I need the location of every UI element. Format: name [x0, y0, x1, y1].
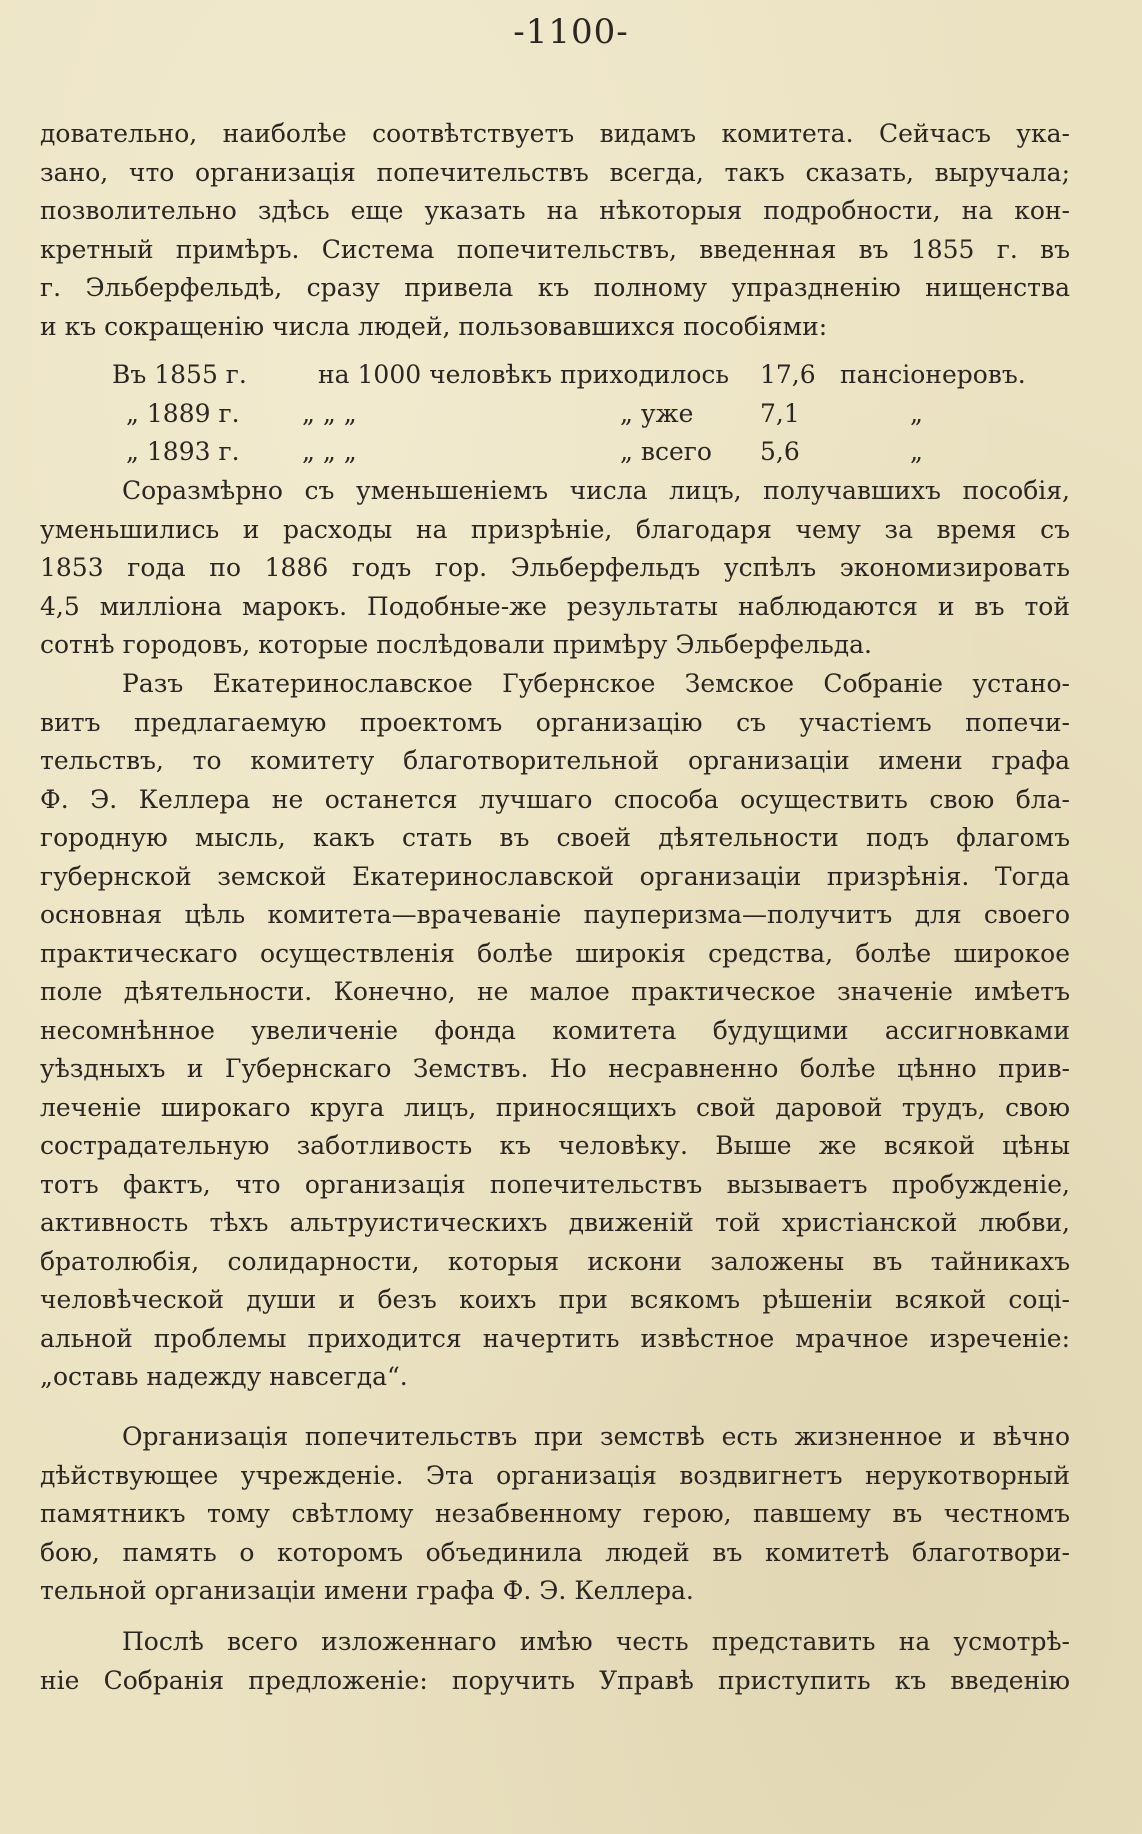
stats-qualifier: „ всего: [620, 437, 712, 466]
stats-text: „ „ „: [302, 437, 357, 466]
text-line: витъ предлагаемую проектомъ организацію съ участіемъ попечи-: [40, 707, 1070, 737]
text-line: ніе Собранія предложеніе: поручить Управѣ приступить къ введенію: [40, 1665, 1070, 1695]
stats-row: [40, 433, 1070, 472]
text-line: основная цѣль комитета—врачеваніе пауперизма—получитъ для своего: [40, 900, 1070, 929]
text-line: поле дѣятельности. Конечно, не малое практическое значеніе имѣетъ: [40, 977, 1070, 1006]
stats-text: на 1000 человѣкъ приходилось: [318, 360, 730, 389]
text-line: уменьшились и расходы на призрѣніе, благодаря чему за время съ: [40, 514, 1070, 544]
text-line: Соразмѣрно съ уменьшеніемъ числа лицъ, получавшихъ пособія,: [122, 476, 1070, 505]
stats-row: [40, 395, 1070, 434]
text-line: Разъ Екатеринославское Губернское Земское Собраніе устано-: [122, 669, 1070, 698]
text-line: сострадательную заботливость къ человѣку. Выше же всякой цѣны: [40, 1131, 1070, 1160]
text-line: тельной организаціи имени графа Ф. Э. Келлера.: [40, 1576, 694, 1605]
text-line: губернской земской Екатеринославской организаціи призрѣнія. Тогда: [40, 861, 1070, 891]
stats-unit: „: [910, 398, 923, 428]
stats-year: Въ 1855 г.: [112, 360, 247, 389]
text-line: несомнѣнное увеличеніе фонда комитета будущими ассигновками: [40, 1015, 1070, 1045]
text-line: альной проблемы приходится начертить извѣстное мрачное изреченіе:: [40, 1323, 1070, 1353]
text-line: довательно, наиболѣе соотвѣтствуетъ видамъ комитета. Сейчасъ ука-: [40, 119, 1070, 148]
paragraph-conclusion: [40, 1623, 1070, 1700]
text-line: зано, что организація попечительствъ всегда, такъ сказать, выручала;: [40, 157, 1070, 187]
stats-unit: „: [910, 437, 923, 466]
paragraph-results: [40, 472, 1070, 665]
page-number: -1100-: [513, 12, 629, 52]
text-line: и къ сокращенію числа людей, пользовавшихся пособіями:: [40, 311, 828, 341]
stats-value: 5,6: [760, 437, 800, 466]
text-line: г. Эльберфельдѣ, сразу привела къ полному упраздненію нищенства: [40, 273, 1070, 302]
stats-table: [40, 356, 1070, 472]
text-line: городную мысль, какъ стать въ своей дѣятельности подъ флагомъ: [40, 823, 1070, 852]
stats-unit: пансіонеровъ.: [840, 360, 1026, 389]
text-line: Послѣ всего изложеннаго имѣю честь представить на усмотрѣ-: [122, 1627, 1070, 1656]
stats-year: „ 1893 г.: [126, 437, 240, 466]
text-line: тотъ фактъ, что организація попечительствъ вызываетъ пробужденіе,: [40, 1169, 1070, 1199]
stats-year: „ 1889 г.: [126, 398, 240, 428]
paragraph-memorial: [40, 1418, 1070, 1611]
text-line: бою, память о которомъ объединила людей въ комитетѣ благотвори-: [40, 1537, 1070, 1567]
text-line: леченіе широкаго круга лицъ, приносящихъ свой даровой трудъ, свою: [40, 1092, 1070, 1122]
stats-value: 17,6: [760, 360, 816, 389]
text-line: Ф. Э. Келлера не останется лучшаго способа осуществить свою бла-: [40, 784, 1070, 814]
text-line: Организація попечительствъ при земствѣ есть жизненное и вѣчно: [122, 1422, 1070, 1451]
text-line: активность тѣхъ альтруистическихъ движеній той христіанской любви,: [40, 1208, 1070, 1237]
text-line: дѣйствующее учрежденіе. Эта организація воздвигнетъ нерукотворный: [40, 1460, 1070, 1490]
text-line: сотнѣ городовъ, которые послѣдовали примѣру Эльберфельда.: [40, 630, 872, 659]
text-line: памятникъ тому свѣтлому незабвенному герою, павшему въ честномъ: [40, 1499, 1070, 1528]
stats-value: 7,1: [760, 398, 800, 428]
text-line: кретный примѣръ. Система попечительствъ, введенная въ 1855 г. въ: [40, 234, 1070, 264]
stats-qualifier: „ уже: [620, 398, 694, 428]
text-line: практическаго осуществленія болѣе широкія средства, болѣе широкое: [40, 938, 1070, 968]
stats-text: „ „ „: [302, 398, 357, 428]
paragraph-proposal: [40, 665, 1070, 1397]
text-line: „оставь надежду навсегда“.: [40, 1362, 408, 1391]
text-line: тельствъ, то комитету благотворительной организаціи имени графа: [40, 746, 1070, 775]
text-line: 4,5 милліона марокъ. Подобные-же результаты наблюдаются и въ той: [40, 591, 1070, 621]
text-line: человѣческой души и безъ коихъ при всякомъ рѣшеніи всякой соці-: [40, 1285, 1070, 1314]
text-line: уѣздныхъ и Губернскаго Земствъ. Но несравненно болѣе цѣнно прив-: [40, 1054, 1070, 1083]
text-line: 1853 года по 1886 годъ гор. Эльберфельдъ успѣлъ экономизировать: [40, 553, 1070, 582]
paragraph-intro: [40, 115, 1070, 346]
stats-row: [40, 356, 1070, 395]
text-line: братолюбія, солидарности, которыя искони заложены въ тайникахъ: [40, 1246, 1070, 1276]
text-line: позволительно здѣсь еще указать на нѣкоторыя подробности, на кон-: [40, 196, 1070, 225]
